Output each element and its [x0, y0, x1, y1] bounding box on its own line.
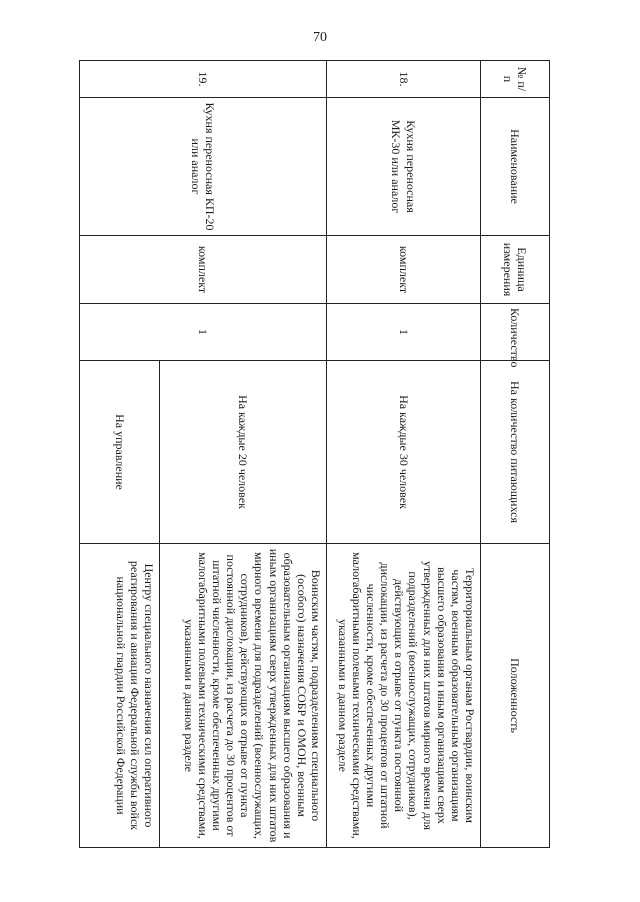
- row-unit: комплект: [80, 236, 327, 304]
- row-provision: Воинским частям, подразделениям специального (особого) назначения СОБР и ОМОН, военным образовательным организациям высшего образования и иным организациям сверх утвержденных для них штатов мирного времени для подразделений (военнослужащих, сотрудников), действующих в отрыве от пункта постоянной дислокации, из расчета до 30 процентов от штатной численности, кроме обеспеченных другими малогабаритными полевыми техническими средствами, указанными в данном разделе: [160, 544, 327, 848]
- table-row: [160, 61, 327, 848]
- row-name: Кухня переносная КП-20 или аналог: [80, 98, 327, 236]
- row-num: 18.: [327, 61, 481, 98]
- header-qty: Количество: [481, 304, 550, 361]
- row-per-people: На управление: [80, 361, 160, 544]
- row-name: Кухня переносная МК-30 или аналог: [327, 98, 481, 236]
- row-qty: 1: [327, 304, 481, 361]
- page-number: 70: [313, 30, 327, 45]
- row-provision: Центру специального назначения сил оперативного реагирования и авиации Федеральной службы войск национальной гвардии Российской Федерации: [80, 544, 160, 848]
- row-num: 19.: [80, 61, 327, 98]
- row-per-people: На каждые 30 человек: [327, 361, 481, 544]
- header-row: [481, 61, 550, 848]
- row-qty: 1: [80, 304, 327, 361]
- row-provision: Территориальным органам Росгвардии, воинским частям, военным образовательным организациям высшего образования и иным организациям сверх утвержденных для них штатов мирного времени для подразделений (военнослужащих, сотрудников), действующих в отрыве от пункта постоянной дислокации, из расчета до 30 процентов от штатной численности, кроме обеспеченных другими малогабаритными полевыми техническими средствами, указанными в данном разделе: [327, 544, 481, 848]
- table-row: [327, 61, 481, 848]
- provision-table: [79, 60, 550, 848]
- header-per-people: На количество питающихся: [481, 361, 550, 544]
- header-num: № п/п: [481, 61, 550, 98]
- row-per-people: На каждые 20 человек: [160, 361, 327, 544]
- header-provision: Положенность: [481, 544, 550, 848]
- row-unit: комплект: [327, 236, 481, 304]
- rotated-table-container: [80, 60, 550, 847]
- header-name: Наименование: [481, 98, 550, 236]
- header-unit: Единица измерения: [481, 236, 550, 304]
